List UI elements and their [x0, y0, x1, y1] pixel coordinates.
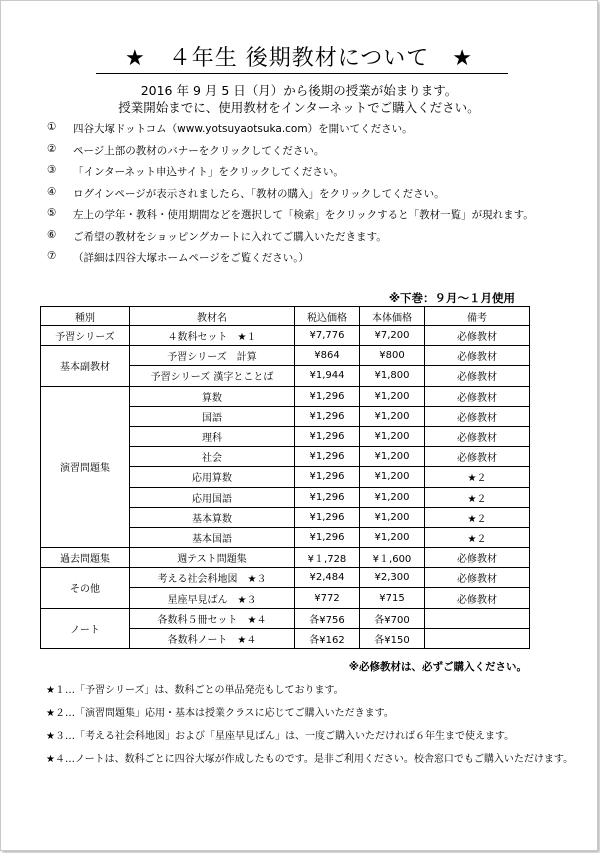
step-number: ② — [47, 142, 57, 155]
step-number: ⑤ — [47, 207, 57, 219]
remarks — [425, 628, 530, 648]
remarks: 必修教材 — [425, 366, 530, 386]
base-price: ¥１,600 — [360, 548, 425, 568]
tax-price: ¥1,296 — [295, 406, 360, 426]
material-name: 週テスト問題集 — [130, 548, 295, 568]
base-price: ¥1,200 — [360, 527, 425, 547]
tax-price: 各¥756 — [295, 608, 360, 628]
base-price: ¥1,200 — [360, 426, 425, 446]
category-cell: 予習シリーズ — [41, 326, 130, 346]
remarks: ★２ — [425, 467, 530, 487]
tax-price: ¥772 — [295, 588, 360, 608]
remarks — [425, 608, 530, 628]
step-text: （詳細は四谷大塚ホームページをご覧ください。） — [73, 252, 310, 264]
remarks: 必修教材 — [425, 326, 530, 346]
step-text: 「インターネット申込サイト」をクリックしてください。 — [73, 166, 344, 178]
category-cell: 過去問題集 — [41, 548, 130, 568]
base-price: ¥800 — [360, 346, 425, 366]
footnote-2: ★２…「演習問題集」応用・基本は授業クラスに応じてご購入いただきます。 — [46, 708, 394, 719]
step-4 — [47, 186, 534, 208]
header-cell: 種別 — [41, 307, 130, 326]
base-price: ¥1,200 — [360, 487, 425, 507]
material-name: 予習シリーズ 計算 — [130, 346, 295, 366]
base-price: ¥1,200 — [360, 507, 425, 527]
material-name: 社会 — [130, 447, 295, 467]
category-cell: ノート — [41, 608, 130, 648]
material-name: 予習シリーズ 漢字とことば — [130, 366, 295, 386]
table-row — [41, 386, 530, 406]
table-row — [41, 548, 530, 568]
base-price: ¥1,800 — [360, 366, 425, 386]
table-row — [41, 608, 530, 628]
purchase-steps — [47, 121, 534, 272]
remarks: ★２ — [425, 527, 530, 547]
step-text: 左上の学年・教科・使用期間などを選択して「検索」をクリックすると「教材一覧」が現れます。 — [73, 209, 534, 221]
base-price: ¥7,200 — [360, 326, 425, 346]
footnote-4: ★４…ノートは、数科ごとに四谷大塚が作成したものです。是非ご利用ください。校舎窓口でもご購入いただけます。 — [46, 754, 574, 765]
header-cell: 教材名 — [130, 307, 295, 326]
material-name: 各数科ノート ★４ — [130, 628, 295, 648]
remarks: ★２ — [425, 507, 530, 527]
intro-line-2: 授業開始までに、使用教材をインターネットでご購入ください。 — [118, 100, 480, 115]
base-price: ¥1,200 — [360, 386, 425, 406]
tax-price: ¥7,776 — [295, 326, 360, 346]
material-name: 考える社会科地図 ★３ — [130, 568, 295, 588]
tax-price: ¥1,296 — [295, 467, 360, 487]
step-text: ページ上部の教材のバナーをクリックしてください。 — [73, 144, 325, 157]
material-name: 基本国語 — [130, 527, 295, 547]
required-note: ※必修教材は、必ずご購入ください。 — [348, 661, 527, 673]
remarks: ★２ — [425, 487, 530, 507]
tax-price: 各¥162 — [295, 628, 360, 648]
step-number: ③ — [47, 164, 57, 176]
tax-price: ¥1,296 — [295, 386, 360, 406]
step-number: ① — [47, 121, 57, 133]
step-2 — [47, 143, 534, 165]
step-text: 四谷大塚ドットコム（www.yotsuyaotsuka.com）を開いてください。 — [73, 123, 413, 135]
category-cell: その他 — [41, 568, 130, 608]
base-price: ¥1,200 — [360, 406, 425, 426]
step-number: ④ — [47, 185, 57, 198]
header-cell: 備考 — [425, 307, 530, 326]
tax-price: ¥1,296 — [295, 447, 360, 467]
table-row — [41, 346, 530, 366]
remarks: 必修教材 — [425, 447, 530, 467]
step-6 — [47, 229, 534, 251]
footnote-3: ★３…「考える社会科地図」および「星座早見ばん」は、一度ご購入いただければ６年生まで使えます。 — [46, 731, 515, 742]
tax-price: ¥1,296 — [295, 527, 360, 547]
remarks: 必修教材 — [425, 406, 530, 426]
step-3 — [47, 164, 534, 186]
material-name: 応用算数 — [130, 467, 295, 487]
material-name: 理科 — [130, 426, 295, 446]
step-1 — [47, 121, 534, 143]
step-number: ⑥ — [47, 228, 57, 241]
base-price: ¥1,200 — [360, 467, 425, 487]
tax-price: ¥864 — [295, 346, 360, 366]
remarks: 必修教材 — [425, 568, 530, 588]
tax-price: ¥1,296 — [295, 487, 360, 507]
step-7 — [47, 250, 534, 272]
title-underline — [96, 73, 508, 74]
base-price: ¥1,200 — [360, 447, 425, 467]
step-text: ログインページが表示されましたら、「教材の購入」をクリックしてください。 — [73, 187, 445, 200]
material-name: 算数 — [130, 386, 295, 406]
header-cell: 税込価格 — [295, 307, 360, 326]
tax-price: ¥１,728 — [295, 548, 360, 568]
tax-price: ¥2,484 — [295, 568, 360, 588]
page-title: ★ ４年生 後期教材について ★ — [125, 46, 473, 71]
footnote-1: ★１…「予習シリーズ」は、数科ごとの単品発売もしております。 — [46, 685, 344, 696]
term-note: ※下巻：９月～１月使用 — [388, 291, 515, 305]
material-name: 各数科５冊セット ★４ — [130, 608, 295, 628]
header-cell: 本体価格 — [360, 307, 425, 326]
base-price: 各¥150 — [360, 628, 425, 648]
material-name: 国語 — [130, 406, 295, 426]
material-name: 基本算数 — [130, 507, 295, 527]
material-name: 星座早見ばん ★３ — [130, 588, 295, 608]
base-price: 各¥700 — [360, 608, 425, 628]
materials-table — [40, 306, 530, 649]
tax-price: ¥1,296 — [295, 507, 360, 527]
category-cell: 基本副教材 — [41, 346, 130, 386]
table-row — [41, 326, 530, 346]
remarks: 必修教材 — [425, 588, 530, 608]
step-text: ご希望の教材をショッピングカートに入れてご購入いただきます。 — [73, 230, 387, 243]
material-name: ４数科セット ★１ — [130, 326, 295, 346]
step-5 — [47, 207, 534, 229]
intro-line-1: 2016 年 9 月 5 日（月）から後期の授業が始まります。 — [140, 83, 458, 98]
step-number: ⑦ — [47, 250, 57, 262]
remarks: 必修教材 — [425, 386, 530, 406]
material-name: 応用国語 — [130, 487, 295, 507]
remarks: 必修教材 — [425, 346, 530, 366]
base-price: ¥715 — [360, 588, 425, 608]
category-cell: 演習問題集 — [41, 386, 130, 548]
tax-price: ¥1,944 — [295, 366, 360, 386]
remarks: 必修教材 — [425, 548, 530, 568]
table-row — [41, 568, 530, 588]
table-header-row — [41, 307, 530, 326]
base-price: ¥2,300 — [360, 568, 425, 588]
tax-price: ¥1,296 — [295, 426, 360, 446]
remarks: 必修教材 — [425, 426, 530, 446]
